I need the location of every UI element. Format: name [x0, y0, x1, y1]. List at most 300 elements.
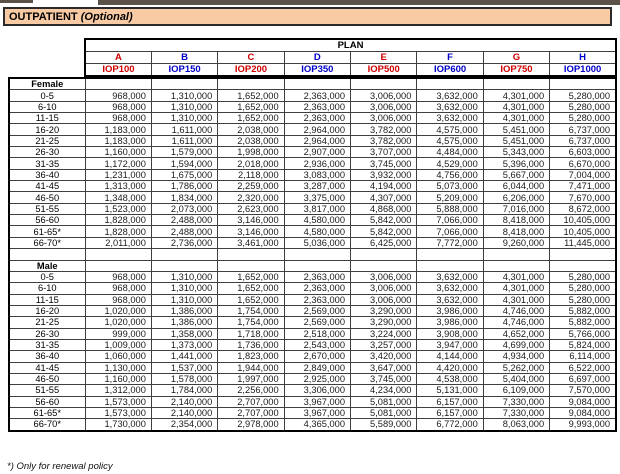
plan-code-IOP350: IOP350: [284, 64, 350, 77]
value-cell: 2,488,000: [151, 226, 217, 237]
table-row: [9, 101, 616, 112]
empty-cell: [284, 260, 350, 271]
table-row: [9, 203, 616, 214]
value-cell: 2,707,000: [218, 396, 284, 407]
plan-letter-E: E: [351, 52, 417, 64]
value-cell: 2,488,000: [151, 215, 217, 226]
empty-cell: [351, 260, 417, 271]
value-cell: 9,993,000: [550, 419, 616, 431]
section-label-male: Male: [9, 260, 85, 271]
empty-cell: [218, 78, 284, 90]
value-cell: 968,000: [85, 271, 151, 282]
plan-header-table: [84, 38, 617, 77]
value-cell: 3,006,000: [351, 294, 417, 305]
value-cell: 3,947,000: [417, 339, 483, 350]
value-cell: 6,044,000: [483, 181, 549, 192]
value-cell: 8,672,000: [550, 203, 616, 214]
value-cell: 7,670,000: [550, 192, 616, 203]
table-row: [9, 271, 616, 282]
value-cell: 6,737,000: [550, 124, 616, 135]
value-cell: 6,109,000: [483, 385, 549, 396]
value-cell: 10,405,000: [550, 226, 616, 237]
age-cell: 16-20: [9, 124, 85, 135]
table-row: [9, 305, 616, 316]
value-cell: 4,301,000: [483, 283, 549, 294]
value-cell: 1,828,000: [85, 215, 151, 226]
empty-cell: [483, 260, 549, 271]
plan-code-IOP600: IOP600: [417, 64, 483, 77]
value-cell: 5,081,000: [351, 407, 417, 418]
value-cell: 2,978,000: [218, 419, 284, 431]
value-cell: 5,280,000: [550, 271, 616, 282]
value-cell: 6,670,000: [550, 158, 616, 169]
empty-cell: [284, 78, 350, 90]
age-cell: 56-60: [9, 396, 85, 407]
plan-letter-F: F: [417, 52, 483, 64]
value-cell: 4,301,000: [483, 271, 549, 282]
plan-code-IOP750: IOP750: [483, 64, 549, 77]
age-cell: 41-45: [9, 362, 85, 373]
value-cell: 1,754,000: [218, 317, 284, 328]
empty-cell: [151, 260, 217, 271]
value-cell: 4,484,000: [417, 147, 483, 158]
age-cell: 41-45: [9, 181, 85, 192]
value-cell: 3,006,000: [351, 271, 417, 282]
value-cell: 6,425,000: [351, 237, 417, 248]
empty-cell: [417, 249, 483, 260]
value-cell: 3,632,000: [417, 101, 483, 112]
table-row: [9, 124, 616, 135]
value-cell: 7,066,000: [417, 226, 483, 237]
value-cell: 5,036,000: [284, 237, 350, 248]
empty-cell: [151, 78, 217, 90]
value-cell: 1,652,000: [218, 90, 284, 101]
value-cell: 5,280,000: [550, 90, 616, 101]
value-cell: 4,652,000: [483, 328, 549, 339]
value-cell: 1,441,000: [151, 351, 217, 362]
section-header-row: [9, 260, 616, 271]
value-cell: 1,386,000: [151, 317, 217, 328]
empty-cell: [85, 249, 151, 260]
value-cell: 5,209,000: [417, 192, 483, 203]
value-cell: 3,006,000: [351, 90, 417, 101]
value-cell: 2,363,000: [284, 113, 350, 124]
table-row: [9, 90, 616, 101]
value-cell: 2,363,000: [284, 101, 350, 112]
empty-cell: [550, 249, 616, 260]
value-cell: 2,118,000: [218, 169, 284, 180]
value-cell: 1,784,000: [151, 385, 217, 396]
table-row: [9, 169, 616, 180]
value-cell: 3,632,000: [417, 283, 483, 294]
value-cell: 3,287,000: [284, 181, 350, 192]
value-cell: 2,543,000: [284, 339, 350, 350]
value-cell: 1,310,000: [151, 113, 217, 124]
value-cell: 7,016,000: [483, 203, 549, 214]
age-cell: 36-40: [9, 169, 85, 180]
value-cell: 4,580,000: [284, 215, 350, 226]
age-cell: 11-15: [9, 294, 85, 305]
age-cell: 21-25: [9, 317, 85, 328]
value-cell: 1,172,000: [85, 158, 151, 169]
table-row: [9, 181, 616, 192]
table-row: [9, 385, 616, 396]
value-cell: 3,745,000: [351, 373, 417, 384]
age-cell: 0-5: [9, 90, 85, 101]
age-cell: 31-35: [9, 158, 85, 169]
value-cell: 3,461,000: [218, 237, 284, 248]
value-cell: 5,824,000: [550, 339, 616, 350]
value-cell: 1,348,000: [85, 192, 151, 203]
age-cell: 56-60: [9, 215, 85, 226]
value-cell: 1,523,000: [85, 203, 151, 214]
plan-row: [85, 39, 616, 52]
value-cell: 8,418,000: [483, 226, 549, 237]
value-cell: 968,000: [85, 101, 151, 112]
table-row: [9, 351, 616, 362]
plan-code-IOP500: IOP500: [351, 64, 417, 77]
value-cell: 1,160,000: [85, 147, 151, 158]
value-cell: 9,084,000: [550, 396, 616, 407]
table-row: [9, 147, 616, 158]
table-row: [9, 396, 616, 407]
value-cell: 4,756,000: [417, 169, 483, 180]
value-cell: 1,578,000: [151, 373, 217, 384]
value-cell: 1,310,000: [151, 101, 217, 112]
value-cell: 3,083,000: [284, 169, 350, 180]
value-cell: 10,405,000: [550, 215, 616, 226]
value-cell: 5,451,000: [483, 124, 549, 135]
value-cell: 2,849,000: [284, 362, 350, 373]
plan-code-IOP100: IOP100: [85, 64, 151, 77]
value-cell: 1,310,000: [151, 271, 217, 282]
age-cell: 36-40: [9, 351, 85, 362]
age-cell: 51-55: [9, 385, 85, 396]
value-cell: 2,038,000: [218, 124, 284, 135]
age-cell: 11-15: [9, 113, 85, 124]
value-cell: 1,834,000: [151, 192, 217, 203]
value-cell: 1,130,000: [85, 362, 151, 373]
value-cell: 3,817,000: [284, 203, 350, 214]
value-cell: 4,144,000: [417, 351, 483, 362]
empty-cell: [550, 260, 616, 271]
value-cell: 1,828,000: [85, 226, 151, 237]
empty-cell: [351, 78, 417, 90]
value-cell: 2,964,000: [284, 124, 350, 135]
value-cell: 1,537,000: [151, 362, 217, 373]
value-cell: 5,262,000: [483, 362, 549, 373]
plan-letter-G: G: [483, 52, 549, 64]
value-cell: 1,652,000: [218, 271, 284, 282]
value-cell: 7,004,000: [550, 169, 616, 180]
value-cell: 4,699,000: [483, 339, 549, 350]
value-cell: 2,907,000: [284, 147, 350, 158]
value-cell: 1,754,000: [218, 305, 284, 316]
age-cell: 51-55: [9, 203, 85, 214]
value-cell: 7,330,000: [483, 407, 549, 418]
value-cell: 7,772,000: [417, 237, 483, 248]
age-cell: 6-10: [9, 101, 85, 112]
value-cell: 3,632,000: [417, 90, 483, 101]
table-row: [9, 294, 616, 305]
value-cell: 1,310,000: [151, 90, 217, 101]
value-cell: 5,280,000: [550, 283, 616, 294]
value-cell: 2,925,000: [284, 373, 350, 384]
value-cell: 1,231,000: [85, 169, 151, 180]
plan-letter-A: A: [85, 52, 151, 64]
empty-cell: [483, 78, 549, 90]
value-cell: 5,280,000: [550, 294, 616, 305]
empty-cell: [550, 78, 616, 90]
value-cell: 5,073,000: [417, 181, 483, 192]
plan-header-cell: PLAN: [85, 39, 616, 52]
value-cell: 4,580,000: [284, 226, 350, 237]
value-cell: 3,782,000: [351, 124, 417, 135]
value-cell: 3,632,000: [417, 271, 483, 282]
value-cell: 5,842,000: [351, 226, 417, 237]
plan-code-IOP150: IOP150: [151, 64, 217, 77]
value-cell: 5,404,000: [483, 373, 549, 384]
table-row: [9, 328, 616, 339]
value-cell: 6,206,000: [483, 192, 549, 203]
value-cell: 3,290,000: [351, 305, 417, 316]
age-cell: 0-5: [9, 271, 85, 282]
value-cell: 8,418,000: [483, 215, 549, 226]
value-cell: 1,823,000: [218, 351, 284, 362]
age-cell: 61-65*: [9, 407, 85, 418]
value-cell: 2,569,000: [284, 317, 350, 328]
value-cell: 7,570,000: [550, 385, 616, 396]
value-cell: 8,063,000: [483, 419, 549, 431]
value-cell: 2,256,000: [218, 385, 284, 396]
value-cell: 2,707,000: [218, 407, 284, 418]
value-cell: 3,967,000: [284, 396, 350, 407]
value-cell: 2,363,000: [284, 90, 350, 101]
value-cell: 7,330,000: [483, 396, 549, 407]
value-cell: 3,224,000: [351, 328, 417, 339]
value-cell: 1,998,000: [218, 147, 284, 158]
value-cell: 2,018,000: [218, 158, 284, 169]
empty-cell: [417, 78, 483, 90]
plan-letter-B: B: [151, 52, 217, 64]
value-cell: 6,522,000: [550, 362, 616, 373]
value-cell: 1,020,000: [85, 305, 151, 316]
value-cell: 1,611,000: [151, 124, 217, 135]
plan-code-IOP200: IOP200: [218, 64, 284, 77]
value-cell: 5,766,000: [550, 328, 616, 339]
value-cell: 3,375,000: [284, 192, 350, 203]
value-cell: 5,396,000: [483, 158, 549, 169]
value-cell: 5,882,000: [550, 317, 616, 328]
value-cell: 1,652,000: [218, 294, 284, 305]
value-cell: 4,365,000: [284, 419, 350, 431]
value-cell: 1,611,000: [151, 135, 217, 146]
value-cell: 5,280,000: [550, 113, 616, 124]
plan-letter-H: H: [550, 52, 616, 64]
section-title: OUTPATIENT: [9, 10, 78, 23]
value-cell: 1,675,000: [151, 169, 217, 180]
value-cell: 2,140,000: [151, 396, 217, 407]
value-cell: 1,009,000: [85, 339, 151, 350]
value-cell: 2,011,000: [85, 237, 151, 248]
plan-letter-D: D: [284, 52, 350, 64]
table-row: [9, 158, 616, 169]
value-cell: 1,652,000: [218, 113, 284, 124]
value-cell: 1,652,000: [218, 101, 284, 112]
value-cell: 5,882,000: [550, 305, 616, 316]
age-cell: 31-35: [9, 339, 85, 350]
value-cell: 6,603,000: [550, 147, 616, 158]
table-row: [9, 215, 616, 226]
value-cell: 4,746,000: [483, 317, 549, 328]
value-cell: 4,307,000: [351, 192, 417, 203]
empty-cell: [85, 260, 151, 271]
value-cell: 2,936,000: [284, 158, 350, 169]
value-cell: 2,736,000: [151, 237, 217, 248]
value-cell: 2,518,000: [284, 328, 350, 339]
premium-table: [8, 77, 617, 432]
value-cell: 6,737,000: [550, 135, 616, 146]
value-cell: 2,569,000: [284, 305, 350, 316]
value-cell: 3,967,000: [284, 407, 350, 418]
separator-row: [9, 249, 616, 260]
age-cell: 46-50: [9, 373, 85, 384]
value-cell: 3,908,000: [417, 328, 483, 339]
value-cell: 968,000: [85, 294, 151, 305]
value-cell: 4,538,000: [417, 373, 483, 384]
value-cell: 2,140,000: [151, 407, 217, 418]
value-cell: 1,573,000: [85, 407, 151, 418]
value-cell: 4,194,000: [351, 181, 417, 192]
age-cell: 26-30: [9, 328, 85, 339]
value-cell: 6,157,000: [417, 407, 483, 418]
value-cell: 2,320,000: [218, 192, 284, 203]
value-cell: 11,445,000: [550, 237, 616, 248]
section-header-row: [9, 78, 616, 90]
value-cell: 3,290,000: [351, 317, 417, 328]
section-label-female: Female: [9, 78, 85, 90]
table-row: [9, 237, 616, 248]
value-cell: 1,060,000: [85, 351, 151, 362]
value-cell: 2,964,000: [284, 135, 350, 146]
value-cell: 2,363,000: [284, 294, 350, 305]
value-cell: 5,343,000: [483, 147, 549, 158]
table-row: [9, 317, 616, 328]
value-cell: 999,000: [85, 328, 151, 339]
value-cell: 1,736,000: [218, 339, 284, 350]
value-cell: 3,257,000: [351, 339, 417, 350]
value-cell: 1,310,000: [151, 294, 217, 305]
value-cell: 9,260,000: [483, 237, 549, 248]
value-cell: 3,006,000: [351, 283, 417, 294]
value-cell: 3,782,000: [351, 135, 417, 146]
value-cell: 968,000: [85, 90, 151, 101]
table-row: [9, 135, 616, 146]
value-cell: 4,420,000: [417, 362, 483, 373]
plan-letter-C: C: [218, 52, 284, 64]
empty-cell: [9, 249, 85, 260]
value-cell: 5,081,000: [351, 396, 417, 407]
value-cell: 5,888,000: [417, 203, 483, 214]
table-row: [9, 113, 616, 124]
value-cell: 5,667,000: [483, 169, 549, 180]
value-cell: 5,451,000: [483, 135, 549, 146]
age-cell: 66-70*: [9, 419, 85, 431]
value-cell: 3,932,000: [351, 169, 417, 180]
table-row: [9, 407, 616, 418]
value-cell: 4,934,000: [483, 351, 549, 362]
value-cell: 5,280,000: [550, 101, 616, 112]
table-row: [9, 419, 616, 431]
value-cell: 4,301,000: [483, 113, 549, 124]
value-cell: 3,006,000: [351, 101, 417, 112]
value-cell: 2,073,000: [151, 203, 217, 214]
value-cell: 1,786,000: [151, 181, 217, 192]
age-cell: 61-65*: [9, 226, 85, 237]
value-cell: 1,730,000: [85, 419, 151, 431]
value-cell: 3,146,000: [218, 215, 284, 226]
value-cell: 2,363,000: [284, 283, 350, 294]
plan-letter-row: [85, 52, 616, 64]
age-cell: 46-50: [9, 192, 85, 203]
age-cell: 6-10: [9, 283, 85, 294]
age-cell: 21-25: [9, 135, 85, 146]
value-cell: 5,131,000: [417, 385, 483, 396]
section-title-bar: [3, 7, 612, 26]
value-cell: 2,259,000: [218, 181, 284, 192]
empty-cell: [151, 249, 217, 260]
value-cell: 3,006,000: [351, 113, 417, 124]
value-cell: 3,306,000: [284, 385, 350, 396]
value-cell: 1,718,000: [218, 328, 284, 339]
table-row: [9, 373, 616, 384]
value-cell: 3,647,000: [351, 362, 417, 373]
empty-cell: [351, 249, 417, 260]
value-cell: 1,944,000: [218, 362, 284, 373]
value-cell: 1,160,000: [85, 373, 151, 384]
plan-code-IOP1000: IOP1000: [550, 64, 616, 77]
cropped-top-border-right: [98, 0, 620, 5]
value-cell: 1,652,000: [218, 283, 284, 294]
value-cell: 3,745,000: [351, 158, 417, 169]
value-cell: 4,575,000: [417, 135, 483, 146]
value-cell: 3,986,000: [417, 305, 483, 316]
value-cell: 1,310,000: [151, 283, 217, 294]
value-cell: 9,084,000: [550, 407, 616, 418]
value-cell: 7,066,000: [417, 215, 483, 226]
value-cell: 3,420,000: [351, 351, 417, 362]
value-cell: 1,183,000: [85, 124, 151, 135]
value-cell: 7,471,000: [550, 181, 616, 192]
value-cell: 968,000: [85, 283, 151, 294]
value-cell: 5,842,000: [351, 215, 417, 226]
value-cell: 3,986,000: [417, 317, 483, 328]
value-cell: 3,632,000: [417, 113, 483, 124]
value-cell: 6,114,000: [550, 351, 616, 362]
empty-cell: [85, 78, 151, 90]
value-cell: 4,301,000: [483, 90, 549, 101]
table-row: [9, 192, 616, 203]
empty-cell: [218, 260, 284, 271]
value-cell: 1,386,000: [151, 305, 217, 316]
value-cell: 1,358,000: [151, 328, 217, 339]
value-cell: 2,623,000: [218, 203, 284, 214]
empty-cell: [284, 249, 350, 260]
age-cell: 26-30: [9, 147, 85, 158]
value-cell: 4,301,000: [483, 101, 549, 112]
empty-cell: [417, 260, 483, 271]
value-cell: 2,038,000: [218, 135, 284, 146]
